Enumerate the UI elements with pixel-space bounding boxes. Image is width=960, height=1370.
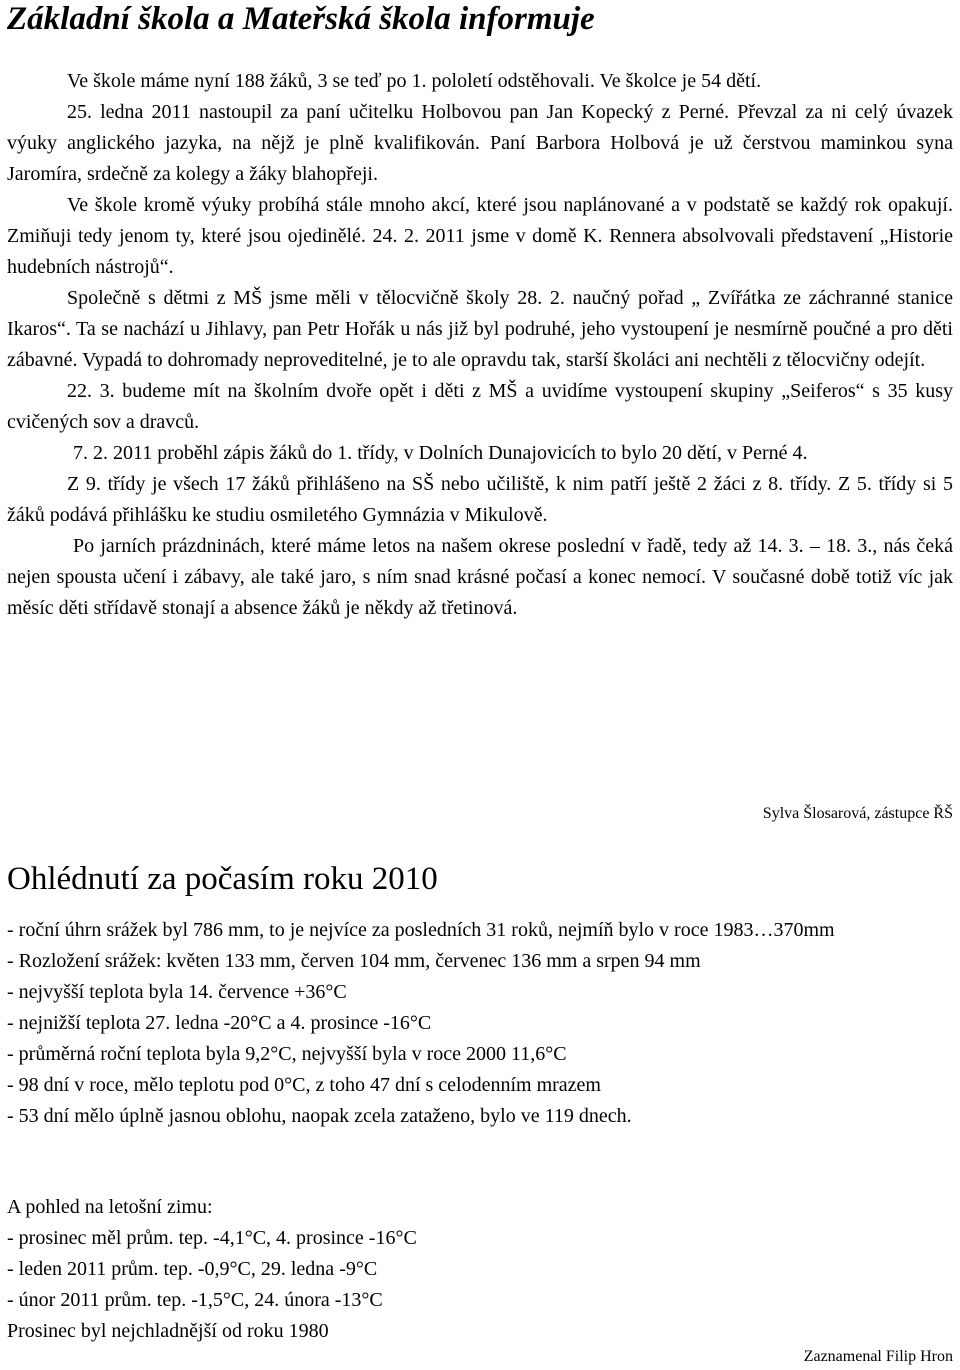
paragraph-enrollment: 7. 2. 2011 proběhl zápis žáků do 1. třídy, v Dolních Dunajovicích to bylo 20 dětí, v Perné 4. <box>73 442 808 464</box>
paragraph-applications: Z 9. třídy je všech 17 žáků přihlášeno na SŠ nebo učiliště, k nim patří ještě 2 žáci z 8. třídy. Z 5. třídy si 5 žáků podává přihlášku ke studiu osmiletého Gymnázia v Mikulově. <box>7 473 953 526</box>
weather-line: - roční úhrn srážek byl 786 mm, to je nejvíce za posledních 31 roků, nejmíň bylo v roce 1983…370mm <box>7 919 835 941</box>
paragraph-spring-break: Po jarních prázdninách, které máme letos na našem okrese poslední v řadě, tedy až 14. 3. – 18. 3., nás čeká nejen spousta učení i zábavy, ale také jaro, s ním snad krásné počasí a konec nemocí. V současné době totiž víc jak měsíc děti střídavě stonají a absence žáků je někdy až třetinová. <box>7 535 953 619</box>
weather-line: - nejnižší teplota 27. ledna -20°C a 4. prosince -16°C <box>7 1012 432 1034</box>
weather-line: - Rozložení srážek: květen 133 mm, červen 104 mm, červenec 136 mm a srpen 94 mm <box>7 950 701 972</box>
paragraph-seiferos: 22. 3. budeme mít na školním dvoře opět i děti z MŠ a uvidíme vystoupení skupiny „Seiferos“ s 35 kusy cvičených sov a dravců. <box>7 380 953 433</box>
paragraph-pupil-count: Ve škole máme nyní 188 žáků, 3 se teď po 1. pololetí odstěhovali. Ve školce je 54 dětí. <box>67 70 762 92</box>
weather-line: - průměrná roční teplota byla 9,2°C, nejvyšší byla v roce 2000 11,6°C <box>7 1043 567 1065</box>
weather-2010-list <box>7 915 953 1132</box>
weather-line: - nejvyšší teplota byla 14. července +36°C <box>7 981 347 1003</box>
winter-summary-list <box>7 1192 953 1347</box>
paragraph-new-teacher: 25. ledna 2011 nastoupil za paní učitelku Holbovou pan Jan Kopecký z Perné. Převzal za ni celý úvazek výuky anglického jazyka, na nějž je plně kvalifikován. Paní Barbora Holbová je už čerstvou maminkou syna Jaromíra, srdečně za kolegy a žáky blahopřeji. <box>7 101 953 185</box>
winter-line: Prosinec byl nejchladnější od roku 1980 <box>7 1320 329 1342</box>
school-article-title: Základní škola a Mateřská škola informuje <box>7 1 595 37</box>
weather-line: - 53 dní mělo úplně jasnou oblohu, naopak zcela zataženo, bylo ve 119 dnech. <box>7 1105 632 1127</box>
winter-line: - prosinec měl prům. tep. -4,1°C, 4. prosince -16°C <box>7 1227 417 1249</box>
winter-line: - únor 2011 prům. tep. -1,5°C, 24. února -13°C <box>7 1289 383 1311</box>
weather-article-signature: Zaznamenal Filip Hron <box>803 1348 953 1365</box>
weather-article-title: Ohlédnutí za počasím roku 2010 <box>7 861 438 897</box>
winter-line: - leden 2011 prům. tep. -0,9°C, 29. ledna -9°C <box>7 1258 378 1280</box>
school-article-body <box>7 66 953 624</box>
weather-line: - 98 dní v roce, mělo teplotu pod 0°C, z toho 47 dní s celodenním mrazem <box>7 1074 601 1096</box>
school-article-signature: Sylva Šlosarová, zástupce ŘŠ <box>762 805 953 822</box>
paragraph-ikaros-show: Společně s dětmi z MŠ jsme měli v tělocvičně školy 28. 2. naučný pořad „ Zvířátka ze záchranné stanice Ikaros“. Ta se nachází u Jihlavy, pan Petr Hořák u nás již byl podruhé, jeho vystoupení je nesmírně poučné a pro děti zábavné. Vypadá to dohromady neproveditelné, je to ale opravdu tak, starší školáci ani nechtěli z tělocvičny odejít. <box>7 287 953 371</box>
winter-line: A pohled na letošní zimu: <box>7 1196 213 1218</box>
paragraph-events: Ve škole kromě výuky probíhá stále mnoho akcí, které jsou naplánované a v podstatě se každý rok opakují. Zmiňuji tedy jenom ty, které jsou ojedinělé. 24. 2. 2011 jsme v domě K. Rennera absolvovali představení „Historie hudebních nástrojů“. <box>7 194 953 278</box>
